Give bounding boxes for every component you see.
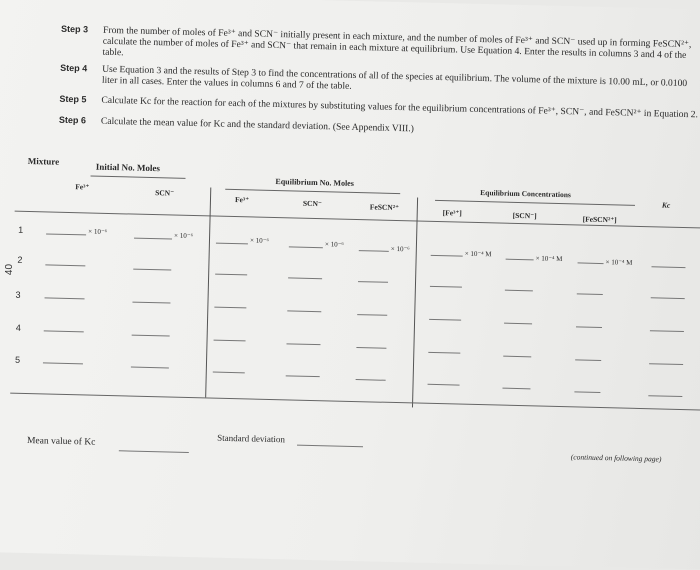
answer-blank[interactable] xyxy=(132,302,170,304)
sub-fe-initial: Fe³⁺ xyxy=(75,182,90,192)
answer-blank[interactable] xyxy=(286,375,320,377)
answer-blank[interactable] xyxy=(44,330,84,332)
answer-blank[interactable] xyxy=(504,323,532,325)
unit-label: × 10⁻⁶ xyxy=(88,227,108,236)
answer-blank[interactable] xyxy=(577,293,603,295)
answer-blank[interactable] xyxy=(428,384,460,386)
step-4: Step 4 Use Equation 3 and the results of Step 3 to find the concentrations of all of the species at equilibrium. The volume of the mixture is 10.00 mL, or 0.0100 liter in all cases. Enter the values in columns 6 and 7 of the table. xyxy=(60,62,688,92)
answer-blank[interactable] xyxy=(506,259,534,261)
row-number: 3 xyxy=(15,289,21,300)
answer-blank[interactable] xyxy=(213,372,245,374)
group-initial-moles: Initial No. Moles xyxy=(95,161,161,174)
answer-blank[interactable] xyxy=(45,264,85,266)
answer-blank[interactable] xyxy=(214,307,246,309)
answer-blank[interactable] xyxy=(216,243,248,245)
unit-label: × 10⁻⁶ xyxy=(390,244,410,254)
sub-fe-equil: Fe³⁺ xyxy=(234,195,250,205)
answer-blank[interactable] xyxy=(43,362,83,364)
answer-blank[interactable] xyxy=(505,290,533,292)
answer-blank[interactable] xyxy=(358,281,388,283)
answer-blank[interactable] xyxy=(359,250,389,252)
std-dev-label: Standard deviation xyxy=(217,432,286,445)
std-dev-blank[interactable] xyxy=(297,445,363,448)
continued-note: (continued on following page) xyxy=(570,452,662,464)
rule-equil-conc xyxy=(435,200,635,206)
answer-blank[interactable] xyxy=(45,297,85,299)
answer-blank[interactable] xyxy=(502,388,530,390)
answer-blank[interactable] xyxy=(131,367,169,369)
sub-conc-fescn: [FeSCN²⁺] xyxy=(582,214,617,225)
step-3: Step 3 From the number of moles of Fe³⁺ and SCN⁻ initially present in each mixture, and the number of moles of Fe³⁺ and SCN⁻ used up in forming FeSCN²⁺, calculate the number of moles of Fe³⁺ and SCN⁻ that remain in each mixture at equilibrium. Use Equation 4. Enter the results in columns 3 and 4 of the table. xyxy=(61,23,692,62)
unit-label: × 10⁻⁴ M xyxy=(605,258,633,267)
unit-label: × 10⁻⁴ M xyxy=(464,249,492,259)
rule-initial xyxy=(91,176,186,179)
step-6: Step 6 Calculate the mean value for Kc and the standard deviation. (See Appendix VIII.) xyxy=(58,114,415,135)
divider-initial xyxy=(205,187,211,397)
mean-kc-label: Mean value of Kc xyxy=(26,436,96,448)
answer-blank[interactable] xyxy=(430,286,462,288)
answer-blank[interactable] xyxy=(288,277,322,279)
unit-label: × 10⁻⁶ xyxy=(324,240,344,249)
answer-blank[interactable] xyxy=(133,269,171,271)
answer-blank[interactable] xyxy=(429,319,461,321)
answer-blank[interactable] xyxy=(578,262,604,264)
step-5: Step 5 Calculate Kc for the reaction for each of the mixtures by substituting values for the equilibrium concentrations of Fe³⁺, SCN⁻, and FeSCN²⁺ in Equation 2. xyxy=(59,93,699,121)
row-number: 4 xyxy=(15,322,21,333)
mean-kc-blank[interactable] xyxy=(119,450,189,453)
answer-blank[interactable] xyxy=(356,379,386,381)
sub-scn-equil: SCN⁻ xyxy=(302,198,323,209)
answer-blank[interactable] xyxy=(649,363,683,365)
answer-blank[interactable] xyxy=(576,326,602,328)
divider-equil xyxy=(412,197,418,407)
col-mixture: Mixture xyxy=(27,155,60,167)
answer-blank[interactable] xyxy=(286,343,320,345)
group-equil-conc: Equilibrium Concentrations xyxy=(480,188,571,200)
answer-blank[interactable] xyxy=(287,310,321,312)
answer-blank[interactable] xyxy=(431,255,463,257)
sub-fescn-equil: FeSCN²⁺ xyxy=(369,202,400,213)
row-number: 2 xyxy=(17,254,23,265)
rule-equil-moles xyxy=(225,189,400,194)
unit-label: × 10⁻⁶ xyxy=(174,231,194,241)
row-number: 1 xyxy=(18,224,24,235)
answer-blank[interactable] xyxy=(46,233,86,235)
answer-blank[interactable] xyxy=(132,335,170,337)
row-number: 5 xyxy=(14,354,21,365)
unit-label: × 10⁻⁶ xyxy=(249,236,269,245)
table-bottom-rule xyxy=(10,393,700,411)
answer-blank[interactable] xyxy=(214,340,246,342)
page-margin-number: 40 xyxy=(4,263,16,276)
answer-blank[interactable] xyxy=(651,266,685,268)
sub-conc-fe: [Fe³⁺] xyxy=(442,208,462,218)
answer-blank[interactable] xyxy=(651,297,685,299)
col-kc: Kc xyxy=(661,200,671,210)
answer-blank[interactable] xyxy=(650,330,684,332)
answer-blank[interactable] xyxy=(648,395,682,397)
sub-scn-initial: SCN⁻ xyxy=(155,188,175,198)
unit-label: × 10⁻⁴ M xyxy=(535,254,563,264)
answer-blank[interactable] xyxy=(428,352,460,354)
answer-blank[interactable] xyxy=(503,356,531,358)
answer-blank[interactable] xyxy=(215,274,247,276)
answer-blank[interactable] xyxy=(357,314,387,316)
sub-conc-scn: [SCN⁻] xyxy=(512,210,537,221)
answer-blank[interactable] xyxy=(574,391,600,393)
answer-blank[interactable] xyxy=(356,347,386,349)
answer-blank[interactable] xyxy=(575,359,601,361)
group-equil-moles: Equilibrium No. Moles xyxy=(275,177,354,188)
answer-blank[interactable] xyxy=(134,238,172,240)
answer-blank[interactable] xyxy=(289,246,323,248)
